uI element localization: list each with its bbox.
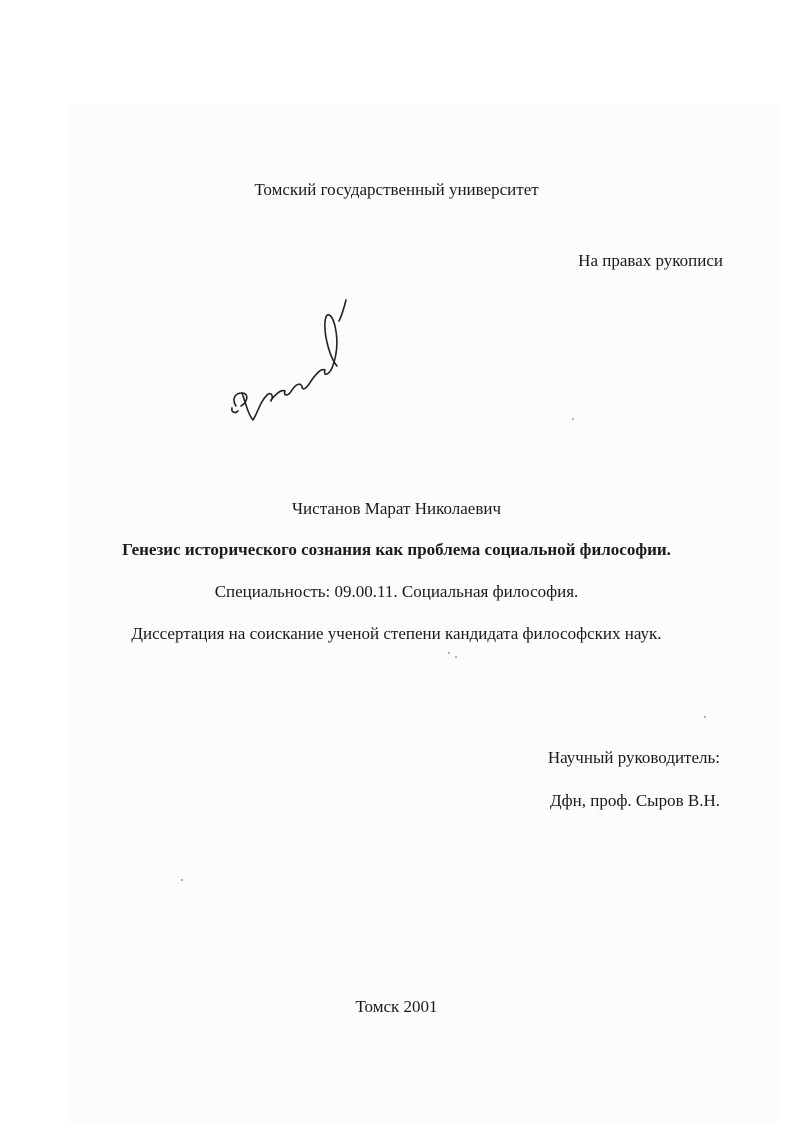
scan-speck	[455, 656, 457, 658]
rights-note: На правах рукописи	[578, 251, 723, 270]
signature-stroke	[271, 381, 311, 400]
signature-stroke	[311, 315, 337, 381]
university-name: Томский государственный университет	[254, 180, 539, 199]
signature-stroke	[232, 408, 238, 412]
degree-statement: Диссертация на соискание ученой степени кандидата философских наук.	[131, 624, 662, 643]
place-and-year: Томск 2001	[355, 997, 438, 1016]
specialty: Специальность: 09.00.11. Социальная философия.	[214, 582, 579, 601]
author-name: Чистанов Марат Николаевич	[292, 499, 501, 518]
advisor-name: Дфн, проф. Сыров В.Н.	[550, 791, 720, 810]
handwritten-signature	[222, 296, 362, 431]
scan-speck	[181, 879, 183, 881]
dissertation-title: Генезис исторического сознания как проблема социальной философии.	[122, 540, 671, 559]
scan-speck	[448, 652, 450, 654]
scan-speck	[704, 716, 706, 718]
signature-stroke	[339, 300, 346, 321]
advisor-label: Научный руководитель:	[547, 748, 720, 767]
scan-speck	[572, 418, 574, 420]
